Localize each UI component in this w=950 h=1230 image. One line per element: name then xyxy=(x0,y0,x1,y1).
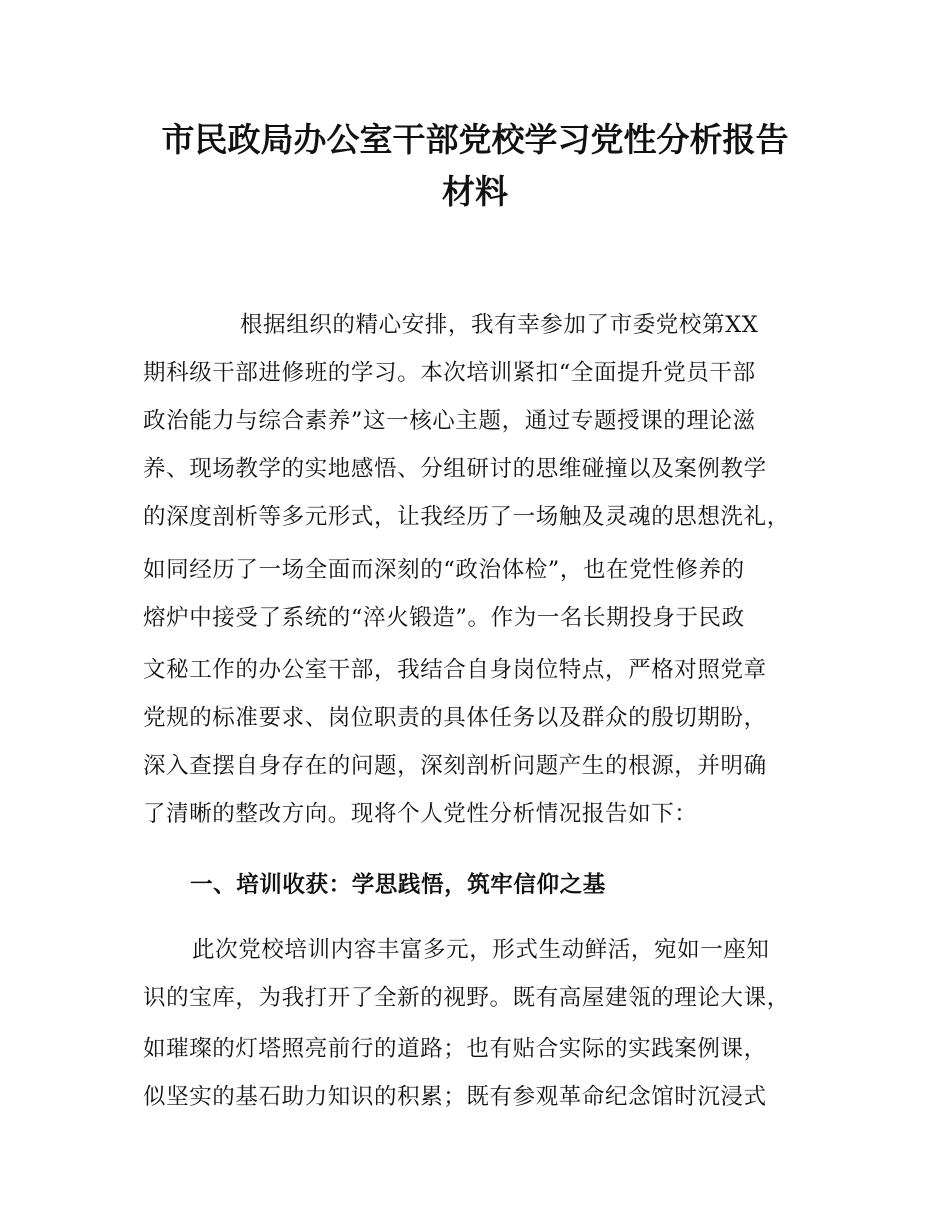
paragraph-line: 识的宝库，为我打开了全新的视野。既有高屋建瓴的理论大课， xyxy=(143,985,790,1011)
paragraph-line: 如璀璨的灯塔照亮前行的道路；也有贴合实际的实践案例课， xyxy=(143,1036,767,1062)
document-title-line-2: 材料 xyxy=(442,172,508,211)
paragraph-line: 期科级干部进修班的学习。本次培训紧扣“全面提升党员干部 xyxy=(143,360,756,386)
paragraph-line: 政治能力与综合素养”这一核心主题，通过专题授课的理论滋 xyxy=(143,408,756,434)
paragraph-line: 文秘工作的办公室干部，我结合自身岗位特点，严格对照党章 xyxy=(143,657,767,683)
paragraph-line: 的深度剖析等多元形式，让我经历了一场触及灵魂的思想洗礼， xyxy=(143,504,790,530)
paragraph-line: 养、现场教学的实地感悟、分组研讨的思维碰撞以及案例教学 xyxy=(143,456,767,482)
paragraph-line: 党规的标准要求、岗位职责的具体任务以及群众的殷切期盼， xyxy=(143,705,767,731)
paragraph-line: 了清晰的整改方向。现将个人党性分析情况报告如下： xyxy=(143,801,698,827)
section-heading: 一、培训收获：学思践悟，筑牢信仰之基 xyxy=(190,872,606,898)
paragraph-line: 熔炉中接受了系统的“淬火锻造”。作为一名长期投身于民政 xyxy=(143,605,745,631)
paragraph-line: 深入查摆自身存在的问题，深刻剖析问题产生的根源，并明确 xyxy=(143,753,767,779)
paragraph-line: 似坚实的基石助力知识的积累；既有参观革命纪念馆时沉浸式 xyxy=(143,1084,767,1110)
paragraph-line: 如同经历了一场全面而深刻的“政治体检”，也在党性修养的 xyxy=(143,557,745,583)
paragraph-line: 根据组织的精心安排，我有幸参加了市委党校第XX xyxy=(240,312,759,338)
document-title-line-1: 市民政局办公室干部党校学习党性分析报告 xyxy=(161,120,789,159)
paragraph-line: 此次党校培训内容丰富多元，形式生动鲜活，宛如一座知 xyxy=(192,937,770,963)
